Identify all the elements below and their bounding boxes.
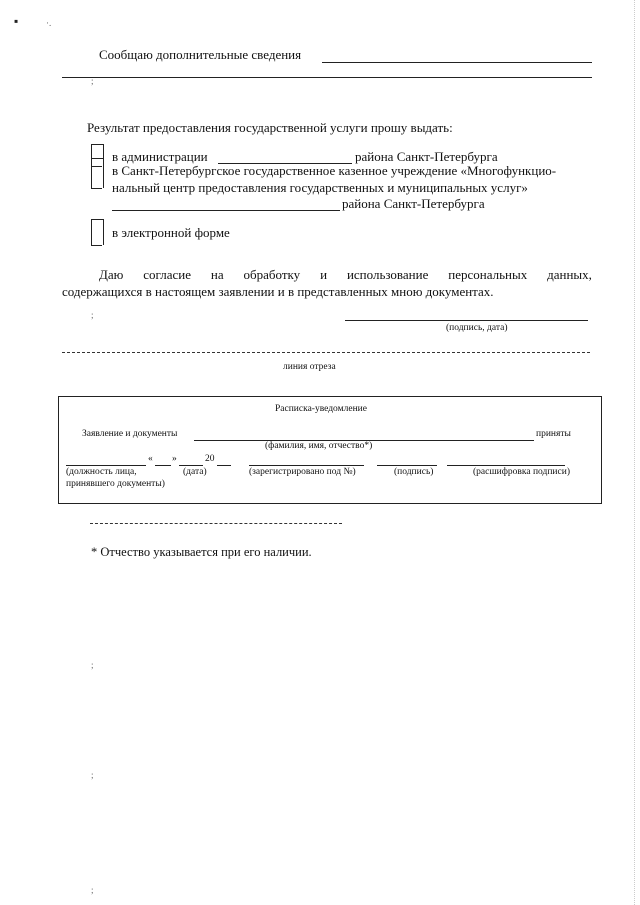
receipt-year-field[interactable]: [217, 465, 231, 466]
receipt-cap-date: (дата): [183, 467, 207, 477]
additional-info-field[interactable]: [322, 62, 592, 63]
receipt-title: Расписка-уведомление: [275, 404, 367, 414]
footnote-separator: [90, 523, 342, 524]
receipt-month-field[interactable]: [179, 465, 203, 466]
consent-word: Даю: [99, 267, 124, 282]
footnote-text: * Отчество указывается при его наличии.: [91, 545, 312, 559]
scan-speck: ;: [91, 770, 94, 780]
electronic-option-label: в электронной форме: [112, 225, 230, 240]
receipt-cap-sign: (подпись): [394, 467, 434, 477]
receipt-fio-caption: (фамилия, имя, отчество*): [265, 441, 373, 451]
consent-word: на: [210, 267, 224, 282]
admin-option-prefix: в администрации: [112, 149, 208, 164]
receipt-cap-position2: принявшего документы): [66, 479, 165, 489]
scan-speck: ;: [91, 76, 94, 86]
receipt-cap-reg: (зарегистрировано под №): [249, 467, 356, 477]
receipt-cap-decode: (расшифровка подписи): [473, 467, 570, 477]
consent-word: использование: [346, 267, 429, 282]
cut-line-label: линия отреза: [283, 362, 336, 372]
consent-line2: содержащихся в настоящем заявлении и в представленных мною документах.: [62, 284, 494, 299]
signature-caption: (подпись, дата): [446, 323, 508, 333]
signature-field[interactable]: [345, 320, 588, 321]
scan-speck: ;: [91, 310, 94, 320]
mfc-option-line2: нальный центр предоставления государственных и муниципальных услуг»: [112, 180, 528, 195]
receipt-box: [58, 396, 602, 504]
receipt-date-close: »: [172, 454, 177, 464]
consent-line1: [99, 267, 592, 283]
mfc-option-line1: в Санкт-Петербургское государственное казенное учреждение «Многофункцио-: [112, 163, 557, 178]
receipt-position-field[interactable]: [66, 465, 146, 466]
receipt-year: 20: [205, 454, 215, 464]
receipt-docs-prefix: Заявление и документы: [82, 429, 178, 439]
mfc-checkbox[interactable]: [91, 164, 104, 188]
mfc-district-field[interactable]: [112, 210, 340, 211]
scan-edge: [634, 0, 636, 905]
electronic-checkbox[interactable]: [91, 225, 104, 245]
receipt-reg-field[interactable]: [249, 465, 364, 466]
scan-speck: ·.: [46, 18, 52, 28]
consent-word: обработку: [243, 267, 301, 282]
admin-option-suffix: района Санкт-Петербурга: [355, 149, 498, 164]
mfc-option-line3-suffix: района Санкт-Петербурга: [342, 196, 485, 211]
cut-line: [62, 352, 590, 353]
receipt-day-field[interactable]: [155, 465, 171, 466]
receipt-date-open: «: [148, 454, 153, 464]
additional-info-label: Сообщаю дополнительные сведения: [99, 47, 302, 62]
result-heading: Результат предоставления государственной услуги прошу выдать:: [87, 120, 453, 135]
consent-word: согласие: [143, 267, 191, 282]
receipt-cap-position: (должность лица,: [66, 467, 137, 477]
additional-info-field-line2[interactable]: [62, 77, 592, 78]
receipt-decode-field[interactable]: [447, 465, 565, 466]
scan-speck: ;: [91, 885, 94, 895]
scan-speck: ▪: [14, 14, 19, 28]
scan-speck: ;: [91, 660, 94, 670]
receipt-docs-suffix: приняты: [536, 429, 571, 439]
consent-word: данных,: [547, 267, 592, 282]
consent-word: персональных: [448, 267, 528, 282]
receipt-sign-field[interactable]: [377, 465, 437, 466]
consent-word: и: [320, 267, 328, 282]
